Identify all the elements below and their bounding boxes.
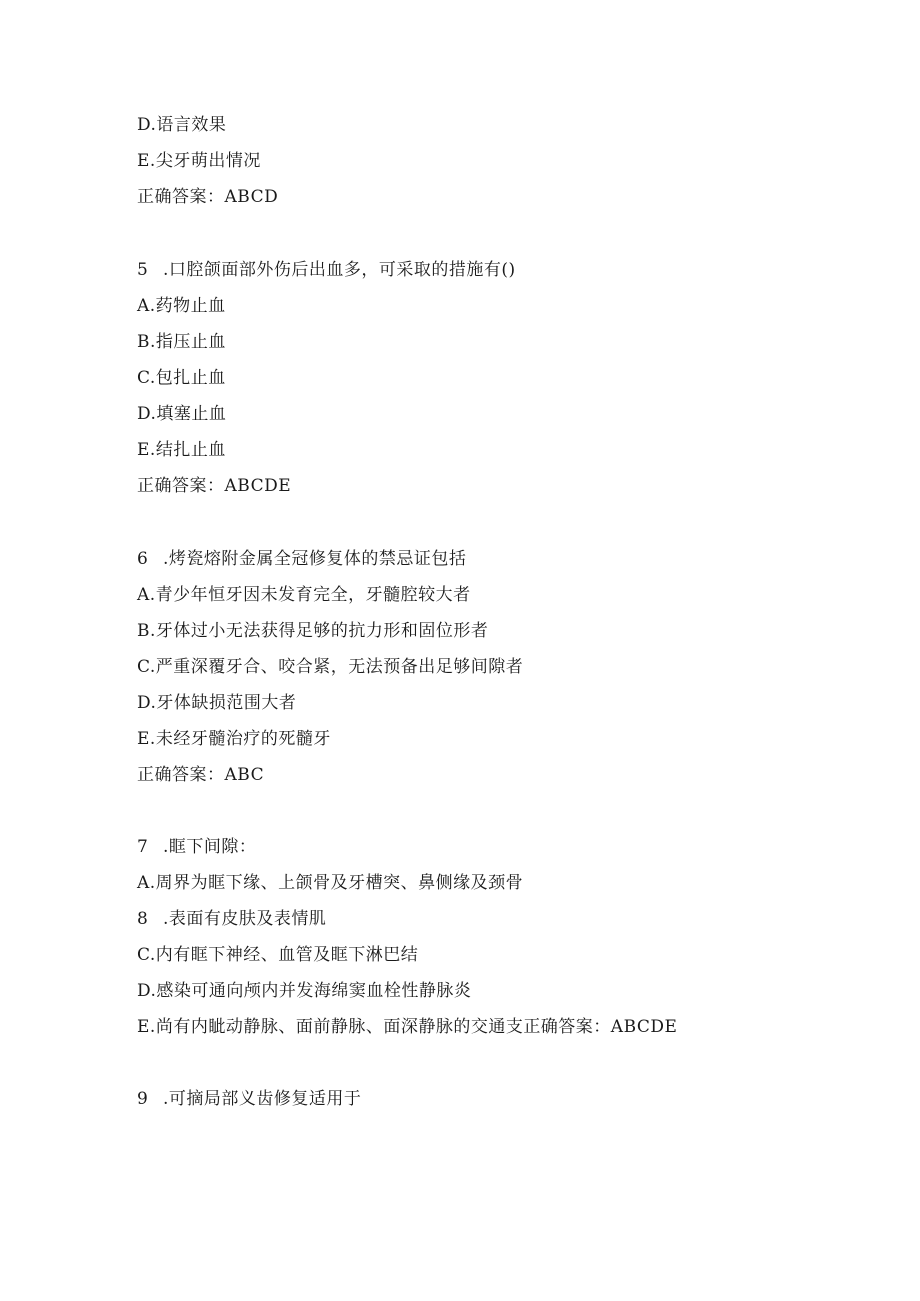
question-number: 6 — [137, 549, 149, 569]
question-5 — [137, 259, 516, 281]
option-a: A.周界为眶下缘、上颌骨及牙槽突、鼻侧缘及颈骨 — [137, 873, 524, 893]
question-text: .口腔颌面部外伤后出血多，可采取的措施有() — [163, 260, 516, 280]
question-9 — [137, 1088, 361, 1110]
option-e: E.尖牙萌出情况 — [137, 151, 261, 171]
question-text: .可摘局部义齿修复适用于 — [163, 1089, 362, 1109]
answer-line: 正确答案：ABCDE — [137, 476, 292, 496]
answer-line: 正确答案：ABC — [137, 765, 265, 785]
option-b: B.指压止血 — [137, 332, 226, 352]
option-c: C.包扎止血 — [137, 368, 226, 388]
option-c: C.内有眶下神经、血管及眶下淋巴结 — [137, 945, 419, 965]
option-d: D.语言效果 — [137, 115, 227, 135]
option-e: E.结扎止血 — [137, 440, 226, 460]
question-8 — [137, 908, 326, 930]
question-number: 7 — [137, 837, 149, 857]
option-d: D.填塞止血 — [137, 404, 227, 424]
question-7 — [137, 836, 256, 858]
option-d: D.感染可通向颅内并发海绵窦血栓性静脉炎 — [137, 981, 472, 1001]
option-c: C.严重深覆牙合、咬合紧，无法预备出足够间隙者 — [137, 657, 524, 677]
question-number: 8 — [137, 909, 149, 929]
question-text: .表面有皮肤及表情肌 — [163, 909, 327, 929]
question-6 — [137, 548, 466, 570]
question-number: 9 — [137, 1089, 149, 1109]
question-text: .眶下间隙： — [163, 837, 257, 857]
question-text: .烤瓷熔附金属全冠修复体的禁忌证包括 — [163, 549, 467, 569]
option-a: A.药物止血 — [137, 296, 226, 316]
option-b: B.牙体过小无法获得足够的抗力形和固位形者 — [137, 621, 489, 641]
option-e-with-answer: E.尚有内眦动静脉、面前静脉、面深静脉的交通支正确答案：ABCDE — [137, 1017, 678, 1037]
option-e: E.未经牙髓治疗的死髓牙 — [137, 729, 331, 749]
option-a: A.青少年恒牙因未发育完全，牙髓腔较大者 — [137, 585, 471, 605]
question-number: 5 — [137, 260, 149, 280]
option-d: D.牙体缺损范围大者 — [137, 693, 297, 713]
answer-line: 正确答案：ABCD — [137, 187, 279, 207]
